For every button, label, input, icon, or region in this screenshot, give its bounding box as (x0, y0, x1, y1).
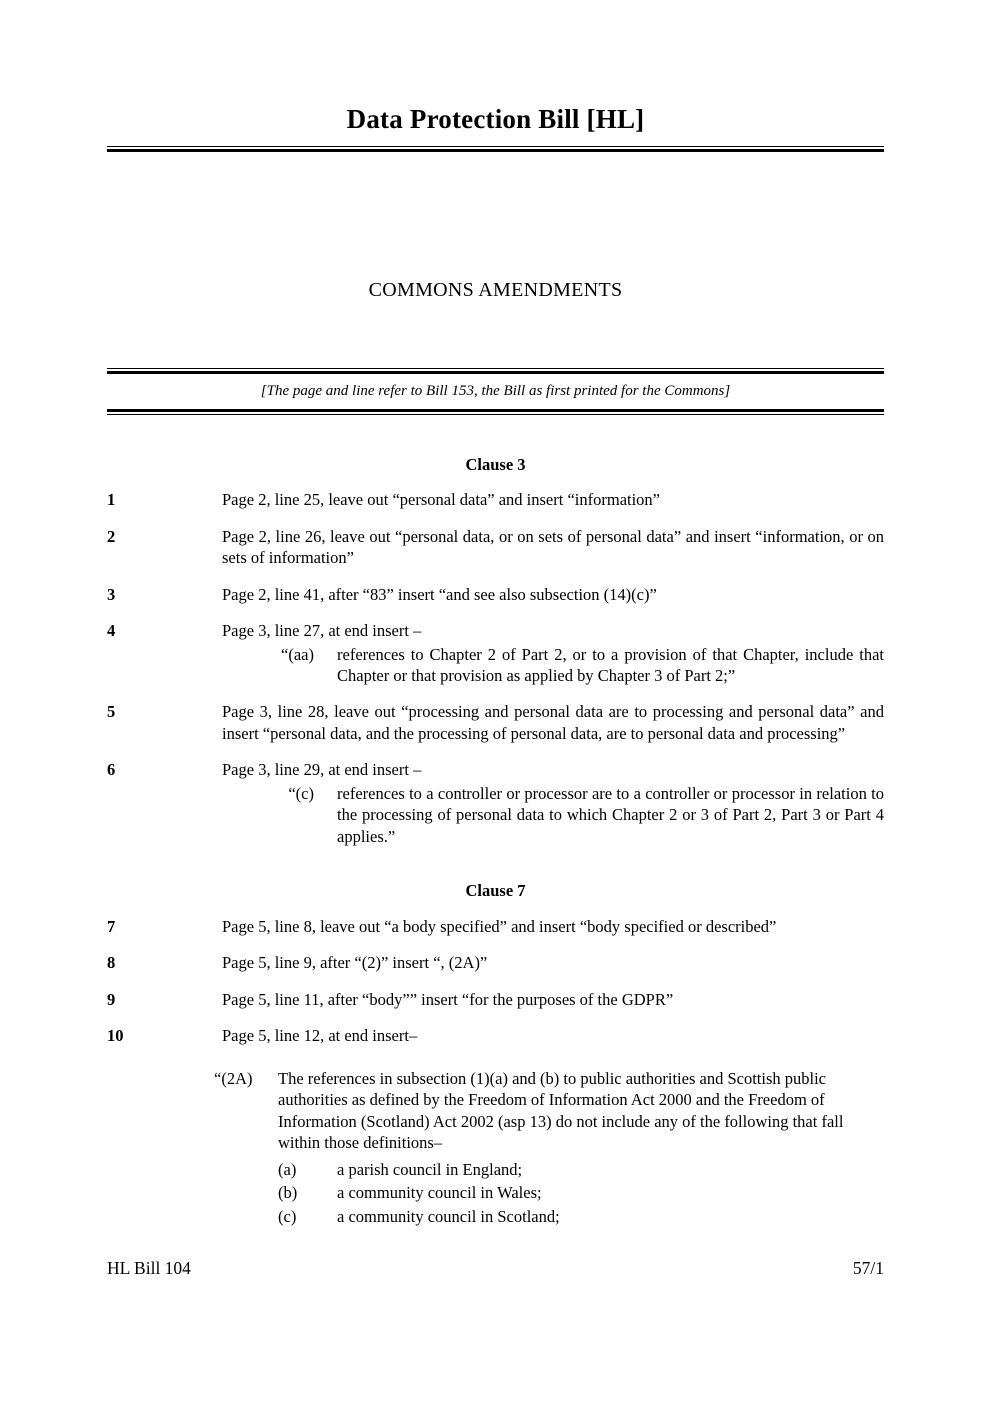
subparagraph-label: “(c) (288, 783, 314, 803)
subsection-label: “(2A) (214, 1068, 253, 1088)
amendment-row (107, 489, 884, 510)
amendment-row (107, 952, 884, 973)
section-heading: COMMONS AMENDMENTS (368, 279, 623, 302)
list-item (278, 1181, 884, 1204)
bill-number: HL Bill 104 (107, 1258, 191, 1278)
subparagraph-text: references to Chapter 2 of Part 2, or to a provision of that Chapter, include that Chapter or that provision as applied by Chapter 3 of Part 2;” (337, 644, 884, 685)
subparagraph-text: references to a controller or processor are to a controller or processor in relation to the processing of personal data to which Chapter 2 or 3 of Part 2, Part 3 or Part 4 applies.” (337, 783, 884, 846)
list-item (278, 1158, 884, 1181)
page-title: Data Protection Bill [HL] (346, 104, 645, 134)
inserted-subparagraph (222, 644, 884, 687)
amendment-text: Page 2, line 26, leave out “personal data, or on sets of personal data” and insert “information, or on sets of information” (222, 526, 884, 568)
list-item-label: (b) (278, 1183, 298, 1203)
page-content (107, 0, 884, 1228)
lettered-list (278, 1158, 884, 1228)
amendment-number: 4 (107, 621, 116, 641)
amendment-text: Page 3, line 29, at end insert – (222, 760, 422, 780)
amendment-number: 3 (107, 584, 116, 604)
amendment-row (107, 989, 884, 1010)
subsection-text: The references in subsection (1)(a) and (b) to public authorities and Scottish public authorities as defined by the Freedom of Information Act 2000 and the Freedom of Information (Scotland) Act 2002 (asp 13) do not include any of the following that fall within those definitions– (278, 1068, 844, 1153)
amendment-row (107, 1025, 884, 1046)
bill-reference-note: [The page and line refer to Bill 153, the Bill as first printed for the Commons] (260, 383, 731, 400)
inserted-subparagraph (222, 783, 884, 847)
clause-heading-7: Clause 7 (465, 881, 526, 901)
amendment-row (107, 526, 884, 569)
amendment-number: 5 (107, 702, 116, 722)
amendment-number: 7 (107, 916, 116, 936)
amendment-row (107, 916, 884, 937)
amendment-row (107, 620, 884, 686)
amendment-text: Page 5, line 12, at end insert– (222, 1026, 418, 1046)
list-item-text: a community council in Wales; (337, 1183, 542, 1203)
amendment-text: Page 5, line 9, after “(2)” insert “, (2A)” (222, 953, 488, 973)
list-item-text: a community council in Scotland; (337, 1206, 560, 1226)
amendment-row (107, 701, 884, 744)
list-item-text: a parish council in England; (337, 1160, 523, 1180)
amendment-row (107, 584, 884, 605)
amendment-number: 6 (107, 760, 116, 780)
amendment-number: 1 (107, 490, 116, 510)
note-band (107, 368, 884, 415)
list-item-label: (c) (278, 1206, 297, 1226)
amendment-text: Page 3, line 28, leave out “processing and personal data are to processing and personal data” and insert “personal data, and the processing of personal data, are to personal data and processing” (222, 702, 884, 743)
amendment-text: Page 2, line 41, after “83” insert “and see also subsection (14)(c)” (222, 584, 657, 604)
amendment-text: Page 2, line 25, leave out “personal data” and insert “information” (222, 490, 661, 510)
subparagraph-label: “(aa) (281, 644, 314, 664)
amendment-text: Page 5, line 8, leave out “a body specified” and insert “body specified or described” (222, 916, 777, 936)
amendment-number: 8 (107, 953, 116, 973)
amendment-text: Page 5, line 11, after “body”” insert “for the purposes of the GDPR” (222, 989, 674, 1009)
page-footer (107, 1258, 884, 1279)
page-number: 57/1 (852, 1258, 884, 1278)
inserted-subsection-block (107, 1068, 884, 1229)
amendment-number: 9 (107, 989, 116, 1009)
amendment-number: 2 (107, 526, 116, 546)
amendment-text: Page 3, line 27, at end insert – (222, 621, 422, 641)
clause-heading-3: Clause 3 (465, 454, 526, 474)
list-item (278, 1205, 884, 1228)
amendment-row (107, 759, 884, 847)
amendment-number: 10 (107, 1026, 124, 1046)
list-item-label: (a) (278, 1160, 297, 1180)
